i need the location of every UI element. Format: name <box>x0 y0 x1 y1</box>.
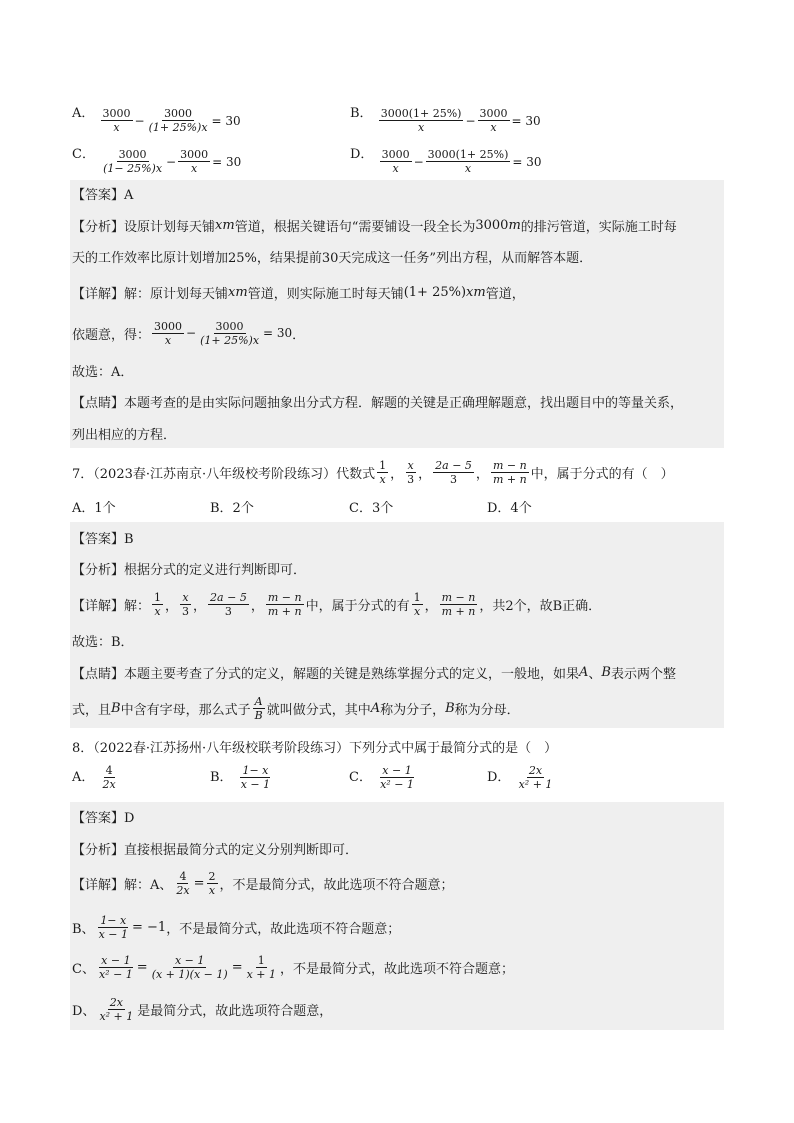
q6-analysis-line1: 【分析】设原计划每天铺 xm 管道，根据关键语句“需要铺设一段全长为 3000 m 的排污管道，实际施工时每 <box>72 217 677 235</box>
fraction: $\frac{2x}{\text{x² + 1}}$ <box>518 764 553 791</box>
fraction: $\frac{3000}{x}$ <box>154 319 183 347</box>
fraction: $\frac{A}{B}$ <box>254 694 263 722</box>
fraction: $\frac{m - n}{m + n}$ <box>492 458 527 486</box>
q8-detail-a: 【详解】解：A、 $\frac{4}{2x}$ = $\frac{2}{x}$ ，不是最简分式，故此选项不符合题意； <box>72 869 454 897</box>
fraction: $\frac{1}{x}$ <box>379 458 387 486</box>
fraction: $\frac{3000}{(1+ 25\%)x}$ <box>148 107 208 134</box>
q8-detail-d: D、 $\frac{2x}{\text{x² + 1}}$ 是最简分式，故此选项符合题意， <box>72 995 333 1023</box>
fraction: $\frac{x - 1}{(x + 1)(x - 1)}$ <box>151 953 228 981</box>
q7-analysis: 【分析】根据分式的定义进行判断即可． <box>72 562 307 578</box>
fraction: $\frac{x}{3}$ <box>407 458 415 486</box>
fraction: $\frac{3000}{x}$ <box>479 107 508 134</box>
q7-detail: 【详解】解： $\frac{1}{x}$ ， $\frac{x}{3}$ ， $\frac{2a - 5}{3}$ ， $\frac{m - n}{m + n}$ 中，属于分式的有 $\frac{1}{x}$ ， $\frac{m - n}{m + n}$ ，共2个，故B正确． <box>72 590 602 618</box>
q8-analysis: 【分析】直接根据最简分式的定义分别判断即可． <box>72 842 359 858</box>
option-label: C． <box>72 147 95 162</box>
fraction: $\frac{1- x}{x - 1}$ <box>240 764 271 791</box>
q7-stem: 7．（2023春·江苏南京·八年级校考阶段练习）代数式 $\frac{1}{x}$ ， $\frac{x}{3}$ ， $\frac{2a - 5}{3}$ ， $\frac{m - n}{m + n}$ 中，属于分式的有（ ） <box>72 458 674 486</box>
q6-detail-line1: 【详解】解：原计划每天铺 xm 管道，则实际施工时每天铺 (1+ 25%) xm 管道， <box>72 284 525 302</box>
fraction: $\frac{1}{x}$ <box>413 590 421 618</box>
q8-stem: 8．（2022春·江苏扬州·八年级校联考阶段练习）下列分式中属于最简分式的是（ ） <box>72 740 558 756</box>
q7-answer: 【答案】B <box>72 531 134 547</box>
q6-comment-line2: 列出相应的方程． <box>72 427 177 443</box>
q7-comment-line1: 【点睛】本题主要考查了分式的定义，解题的关键是熟练掌握分式的定义，一般地，如果 A 、 B 表示两个整 <box>72 664 676 682</box>
fraction: $\frac{2a - 5}{3}$ <box>210 590 247 618</box>
q8-option-c: C． $\frac{x - 1}{\text{x² − 1}}$ <box>349 764 414 791</box>
fraction: $\frac{1}{x}$ <box>154 590 162 618</box>
q6-option-d: D． $\frac{3000}{x}$ − $\frac{3000(1+ 25\%)}{x}$ = 30 <box>350 147 542 175</box>
fraction: $\frac{3000(1+ 25\%)}{x}$ <box>427 148 509 175</box>
fraction: $\frac{m - n}{m + n}$ <box>441 590 476 618</box>
q7-comment-line2: 式，且 B 中含有字母，那么式子 $\frac{A}{B}$ 就叫做分式，其中 A 称为分子， B 称为分母． <box>72 694 520 722</box>
fraction: $\frac{2}{x}$ <box>208 869 216 897</box>
q7-option-c: C．3个 <box>349 501 394 516</box>
q6-choose: 故选：A． <box>72 364 134 380</box>
fraction: $\frac{2a - 5}{3}$ <box>435 458 472 486</box>
q8-answer: 【答案】D <box>72 810 135 826</box>
fraction: $\frac{4}{2x}$ <box>102 764 116 791</box>
fraction: $\frac{x}{3}$ <box>182 590 190 618</box>
fraction: $\frac{3000}{x}$ <box>102 107 131 134</box>
fraction: $\frac{4}{2x}$ <box>176 869 190 897</box>
q7-choose: 故选：B． <box>72 634 134 650</box>
q7-option-b: B．2个 <box>210 501 254 516</box>
q6-option-a: A． $\frac{3000}{x}$ − $\frac{3000}{(1+ 25\%)x}$ = 30 <box>72 106 241 134</box>
q6-answer: 【答案】A <box>72 187 134 203</box>
q6-equation: 依题意，得： $\frac{3000}{x}$ − $\frac{3000}{(1+ 25\%)x}$ = 30 ． <box>72 319 306 347</box>
q6-comment-line1: 【点睛】本题考查的是由实际问题抽象出分式方程．解题的关键是正确理解题意，找出题目中的等量关系， <box>72 395 684 411</box>
fraction: $\frac{3000}{x}$ <box>180 148 209 175</box>
q7-option-a: A．1个 <box>72 501 116 516</box>
option-label: A． <box>72 106 95 121</box>
q7-option-d: D．4个 <box>487 501 532 516</box>
fraction: $\frac{x - 1}{\text{x² − 1}}$ <box>380 764 414 791</box>
q6-option-b: B． $\frac{3000(1+ 25\%)}{x}$ − $\frac{3000}{x}$ = 30 <box>350 106 541 134</box>
fraction: $\frac{1}{x + 1}$ <box>246 953 277 981</box>
fraction: $\frac{3000}{(1+ 25\%)x}$ <box>200 319 260 347</box>
fraction: $\frac{m - n}{m + n}$ <box>267 590 302 618</box>
fraction: $\frac{3000}{x}$ <box>381 148 410 175</box>
q6-option-c: C． $\frac{3000}{(1- 25\%)x}$ − $\frac{3000}{x}$ = 30 <box>72 147 242 175</box>
option-label: D． <box>350 147 374 162</box>
fraction: $\frac{3000}{(1- 25\%)x}$ <box>103 148 163 175</box>
q8-option-b: B． $\frac{1- x}{x - 1}$ <box>210 764 271 791</box>
q8-option-d: D． $\frac{2x}{\text{x² + 1}}$ <box>487 764 553 791</box>
fraction: $\frac{1- x}{x - 1}$ <box>98 913 128 941</box>
fraction: $\frac{3000(1+ 25\%)}{x}$ <box>380 107 462 134</box>
q6-analysis-line2: 天的工作效率比原计划增加25%，结果提前30天完成这一任务”列出方程，从而解答本题． <box>72 250 593 266</box>
option-label: B． <box>350 106 373 121</box>
q8-option-a: A． $\frac{4}{2x}$ <box>72 764 116 791</box>
fraction: $\frac{x - 1}{\text{x² − 1}}$ <box>98 953 133 981</box>
fraction: $\frac{2x}{\text{x² + 1}}$ <box>99 995 134 1023</box>
q8-detail-b: B、 $\frac{1- x}{x - 1}$ = −1 ，不是最简分式，故此选项不符合题意； <box>72 913 401 941</box>
q8-detail-c: C、 $\frac{x - 1}{\text{x² − 1}}$ = $\frac{x - 1}{(x + 1)(x - 1)}$ = $\frac{1}{x + 1}$ ，不是最简分式，故此选项不符合题意； <box>72 953 515 981</box>
